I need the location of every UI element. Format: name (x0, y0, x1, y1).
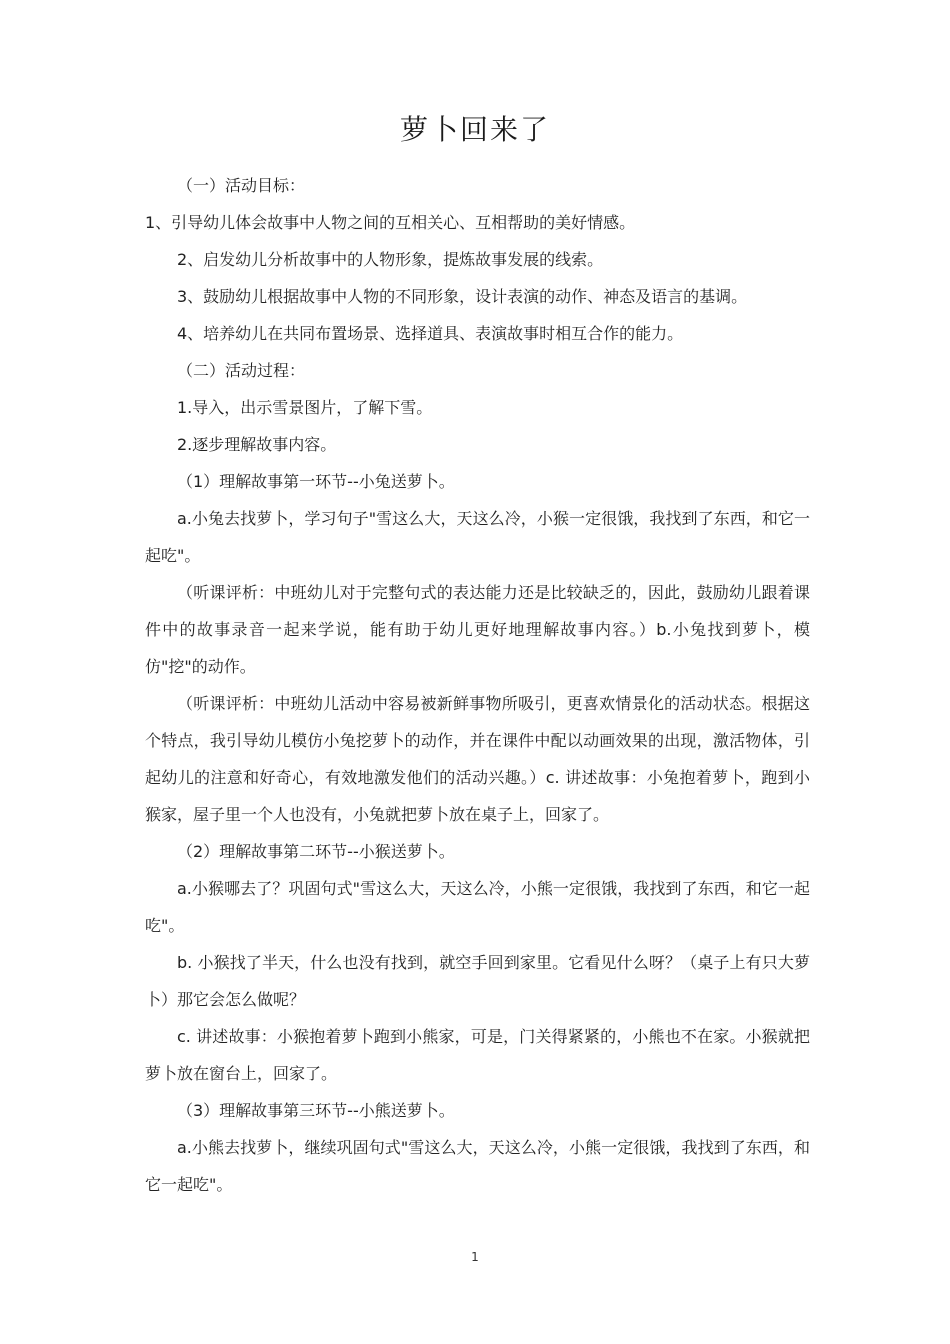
paragraph-2a: a.小猴哪去了？巩固句式"雪这么大，天这么冷，小熊一定很饿，我找到了东西，和它一起吃"。 (145, 879, 810, 935)
document-title: 萝卜回来了 (399, 113, 550, 146)
paragraph-comment-2: （听课评析：中班幼儿活动中容易被新鲜事物所吸引，更喜欢情景化的活动状态。根据这个特点，我引导幼儿模仿小兔挖萝卜的动作，并在课件中配以动画效果的出现，激活物体，引起幼儿的注意和好奇心，有效地激发他们的活动兴趣。）c. 讲述故事：小兔抱着萝卜，跑到小猴家，屋子里一个人也没有，小兔就把萝卜放在桌子上，回家了。 (145, 694, 810, 824)
goal-item-3: 3、鼓励幼儿根据故事中人物的不同形象，设计表演的动作、神态及语言的基调。 (177, 287, 748, 306)
section-heading-goals: （一）活动目标： (177, 176, 306, 195)
paragraph-3a: a.小熊去找萝卜，继续巩固句式"雪这么大，天这么冷，小熊一定很饿，我找到了东西，和它一起吃"。 (145, 1138, 810, 1194)
document-body (145, 167, 810, 1203)
goal-item-1: 1、引导幼儿体会故事中人物之间的互相关心、互相帮助的美好情感。 (145, 213, 636, 232)
goal-item-4: 4、培养幼儿在共同布置场景、选择道具、表演故事时相互合作的能力。 (177, 324, 684, 343)
page-number: 1 (471, 1250, 479, 1264)
subsection-heading-1: （1）理解故事第一环节--小兔送萝卜。 (177, 472, 455, 491)
goal-item-2: 2、启发幼儿分析故事中的人物形象，提炼故事发展的线索。 (177, 250, 604, 269)
section-heading-process: （二）活动过程： (177, 361, 306, 380)
subsection-heading-3: （3）理解故事第三环节--小熊送萝卜。 (177, 1101, 455, 1120)
subsection-heading-2: （2）理解故事第二环节--小猴送萝卜。 (177, 842, 455, 861)
paragraph-comment-1: （听课评析：中班幼儿对于完整句式的表达能力还是比较缺乏的，因此，鼓励幼儿跟着课件中的故事录音一起来学说，能有助于幼儿更好地理解故事内容。）b.小兔找到萝卜，模仿"挖"的动作。 (145, 583, 810, 676)
paragraph-2c: c. 讲述故事：小猴抱着萝卜跑到小熊家，可是，门关得紧紧的，小熊也不在家。小猴就把萝卜放在窗台上，回家了。 (145, 1027, 810, 1083)
paragraph-2b: b. 小猴找了半天，什么也没有找到，就空手回到家里。它看见什么呀？（桌子上有只大萝卜）那它会怎么做呢？ (145, 953, 810, 1009)
process-step-2: 2.逐步理解故事内容。 (177, 435, 337, 454)
process-step-1: 1.导入，出示雪景图片，了解下雪。 (177, 398, 433, 417)
paragraph-1a: a.小兔去找萝卜，学习句子"雪这么大，天这么冷，小猴一定很饿，我找到了东西，和它一起吃"。 (145, 509, 810, 565)
